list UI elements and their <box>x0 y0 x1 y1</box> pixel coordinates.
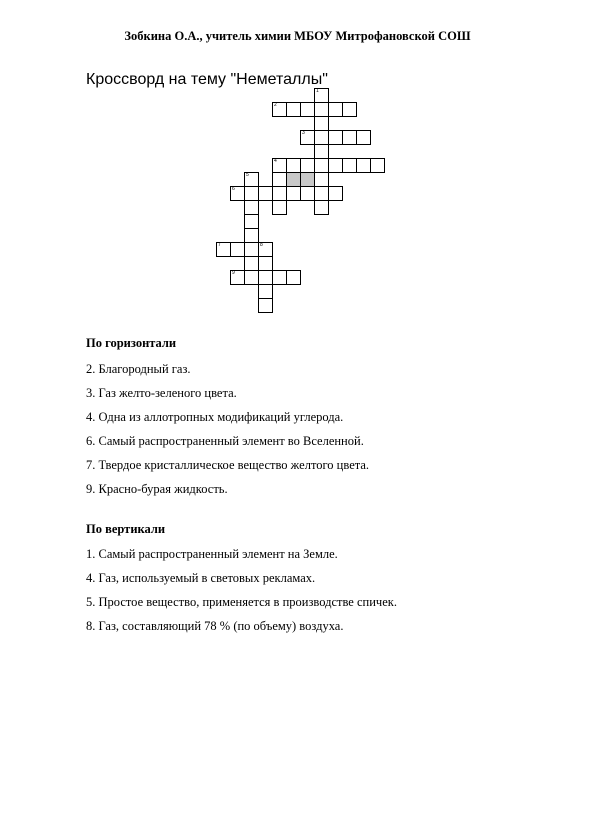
crossword-cell <box>286 186 301 201</box>
crossword-number: 8 <box>260 242 263 248</box>
crossword-cell <box>272 270 287 285</box>
crossword-cell <box>286 172 301 187</box>
crossword-cell <box>244 214 259 229</box>
page-title: Кроссворд на тему "Неметаллы" <box>86 71 328 88</box>
crossword-number: 4 <box>274 158 277 164</box>
down-clue: 4. Газ, используемый в световых рекламах. <box>86 571 316 585</box>
crossword-cell <box>314 116 329 131</box>
across-clue: 6. Самый распространенный элемент во Вселенной. <box>86 434 364 448</box>
crossword-cell <box>314 130 329 145</box>
crossword-number: 2 <box>274 102 277 108</box>
crossword-cell <box>258 298 273 313</box>
crossword-cell <box>244 186 259 201</box>
crossword-number: 1 <box>316 88 319 94</box>
crossword-cell <box>342 102 357 117</box>
crossword-number: 3 <box>302 130 305 136</box>
crossword-cell <box>342 158 357 173</box>
crossword-cell <box>272 200 287 215</box>
crossword-cell <box>300 186 315 201</box>
crossword-cell <box>272 186 287 201</box>
crossword-cell <box>356 130 371 145</box>
crossword-cell <box>300 102 315 117</box>
crossword-cell <box>272 172 287 187</box>
crossword-cell <box>314 186 329 201</box>
crossword-cell <box>356 158 371 173</box>
crossword-cell <box>314 172 329 187</box>
crossword-cell <box>300 172 315 187</box>
crossword-cell <box>314 102 329 117</box>
crossword-cell <box>258 256 273 271</box>
crossword-cell <box>314 200 329 215</box>
crossword-cell <box>244 270 259 285</box>
across-clue: 7. Твердое кристаллическое вещество желтого цвета. <box>86 458 370 472</box>
down-title: По вертикали <box>86 522 166 536</box>
across-clue: 4. Одна из аллотропных модификаций углерода. <box>86 410 344 424</box>
crossword-cell <box>286 158 301 173</box>
crossword-cell <box>370 158 385 173</box>
crossword-number: 7 <box>218 242 221 248</box>
page-header: Зобкина О.А., учитель химии МБОУ Митрофановской СОШ <box>124 29 471 43</box>
crossword-number: 6 <box>232 186 235 192</box>
crossword-cell <box>286 270 301 285</box>
crossword-cell <box>244 200 259 215</box>
crossword-cell <box>244 256 259 271</box>
across-clue: 2. Благородный газ. <box>86 362 191 376</box>
crossword-cell <box>342 130 357 145</box>
crossword-cell <box>328 102 343 117</box>
across-clue: 3. Газ желто-зеленого цвета. <box>86 386 237 400</box>
crossword-cell <box>286 102 301 117</box>
crossword-cell <box>300 158 315 173</box>
down-clue: 8. Газ, составляющий 78 % (по объему) воздуха. <box>86 619 344 633</box>
crossword-cell <box>314 158 329 173</box>
crossword-cell <box>244 228 259 243</box>
crossword-cell <box>258 284 273 299</box>
down-clue: 5. Простое вещество, применяется в производстве спичек. <box>86 595 397 609</box>
crossword-number: 9 <box>232 270 235 276</box>
crossword-number: 5 <box>246 172 249 178</box>
crossword-cell <box>258 270 273 285</box>
crossword-cell <box>314 144 329 159</box>
crossword-cell <box>328 130 343 145</box>
crossword-cell <box>328 158 343 173</box>
across-clue: 9. Красно-бурая жидкость. <box>86 482 228 496</box>
crossword-cell <box>258 186 273 201</box>
across-title: По горизонтали <box>86 336 177 350</box>
crossword-cell <box>244 242 259 257</box>
down-clue: 1. Самый распространенный элемент на Земле. <box>86 547 338 561</box>
crossword-cell <box>328 186 343 201</box>
crossword-cell <box>230 242 245 257</box>
